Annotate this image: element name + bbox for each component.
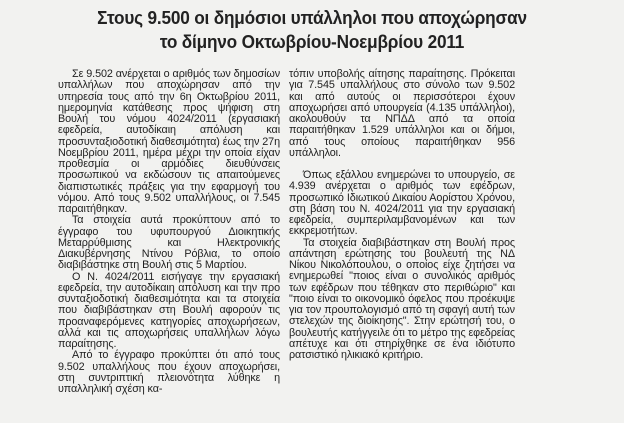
right-paragraph-2: Τα στοιχεία διαβιβάστηκαν στη Βουλή προς απάντηση ερώτησης του βουλευτή της ΝΔ Νίκου Νικολόπουλου, ο οποίος είχε ζητήσει να ενημερωθεί "ποιος είναι ο συνολικός αριθμός των εφέδρων που τέθηκαν στο περιθώριο" και "ποιο είναι το οικονομικό όφελος που προέκυψε για τον προυπολογισμό από τη σφαγή αυτή των στελεχών της διοίκησης". Στην ερώτησή του, ο βουλευτής κατήγγειλε ότι το μέτρο της εφεδρείας απέτυχε και ότι στηρίχθηκε σε ένα ιδιότυπο ρατσιστικό ηλικιακό κριτήριο.	[289, 236, 515, 361]
right-paragraph-1: Όπως εξάλλου ενημερώνει το υπουργείο, σε 4.939 ανέρχεται ο αριθμός των εφέδρων, προσωπικό Ιδιωτικού Δικαίου Αορίστου Χρόνου, στη βάση του Ν. 4024/2011 για την εργασιακή εφεδρεία, συμπεριλαμβανομένων και των εκκρεμοτήτων.	[289, 169, 515, 238]
left-column	[58, 69, 280, 395]
left-paragraph-4: Από το έγγραφο προκύπτει ότι από τους 9.502 υπαλλήλους που έχουν αποχωρήσει, στη συντριπτική πλειονότητα λύθηκε η υπαλληλική σχέση κα-	[58, 349, 280, 395]
right-column	[289, 69, 515, 361]
headline-line-2: το δίμηνο Οκτωβρίου-Νοεμβρίου 2011	[159, 31, 465, 52]
left-paragraph-1: Σε 9.502 ανέρχεται ο αριθμός των δημοσίων υπαλλήλων που αποχώρησαν από την υπηρεσία τους από την 6η Οκτωβρίου 2011, ημερομηνία κατάθεσης προς ψήφιση στη Βουλή του νόμου 4024/2011 (εργασιακή εφεδρεία, αυτοδίκαιη απόλυση και προσυνταξιοδοτική διαθεσιμότητα) έως την 27η Νοεμβρίου 2011, ημέρα μέχρι την οποία είχαν προθεσμία οι αρμόδιες διευθύνσεις προσωπικού να εκδώσουν τις απαιτούμενες διαπιστωτικές πράξεις για την εφαρμογή του νόμου. Από τους 9.502 υπαλλήλους, οι 7.545 παραιτήθηκαν.	[58, 68, 280, 215]
headline-line-1: Στους 9.500 οι δημόσιοι υπάλληλοι που αποχώρησαν	[97, 7, 527, 28]
article-headline	[0, 6, 624, 54]
left-paragraph-3: Ο Ν. 4024/2011 εισήγαγε την εργασιακή εφεδρεία, την αυτοδίκαιη απόλυση και την προ συνταξιοδοτική διαθεσιμότητα και τα στοιχεία που διαβιβάστηκαν στη Βουλή αφορούν τις προαναφερόμενες κατηγορίες αποχωρήσεων, αλλά και τις αποχωρήσεις υπαλλήλων λόγω παραίτησης.	[58, 270, 280, 350]
left-paragraph-2: Τα στοιχεία αυτά προκύπτουν από το έγγραφο του υφυπουργού Διοικητικής Μεταρρύθμισης και Ηλεκτρονικής Διακυβέρνησης Ντίνου Ρόβλια, το οποίο διαβιβάστηκε στη Βουλή στις 5 Μαρτίου.	[58, 214, 280, 272]
right-continuation: τόπιν υποβολής αίτησης παραίτησης. Πρόκειται για 7.545 υπαλλήλους στο σύνολο των 9.502 και από αυτούς οι περισσότεροι έχουν αποχωρήσει από υπουργεία (4.135 υπάλληλοι), ακολουθούν τα ΝΠΔΔ από τα οποία παραιτήθηκαν 1.529 υπάλληλοι και οι δήμοι, από τους οποίους παραιτήθηκαν 956 υπάλληλοι.	[289, 68, 515, 159]
